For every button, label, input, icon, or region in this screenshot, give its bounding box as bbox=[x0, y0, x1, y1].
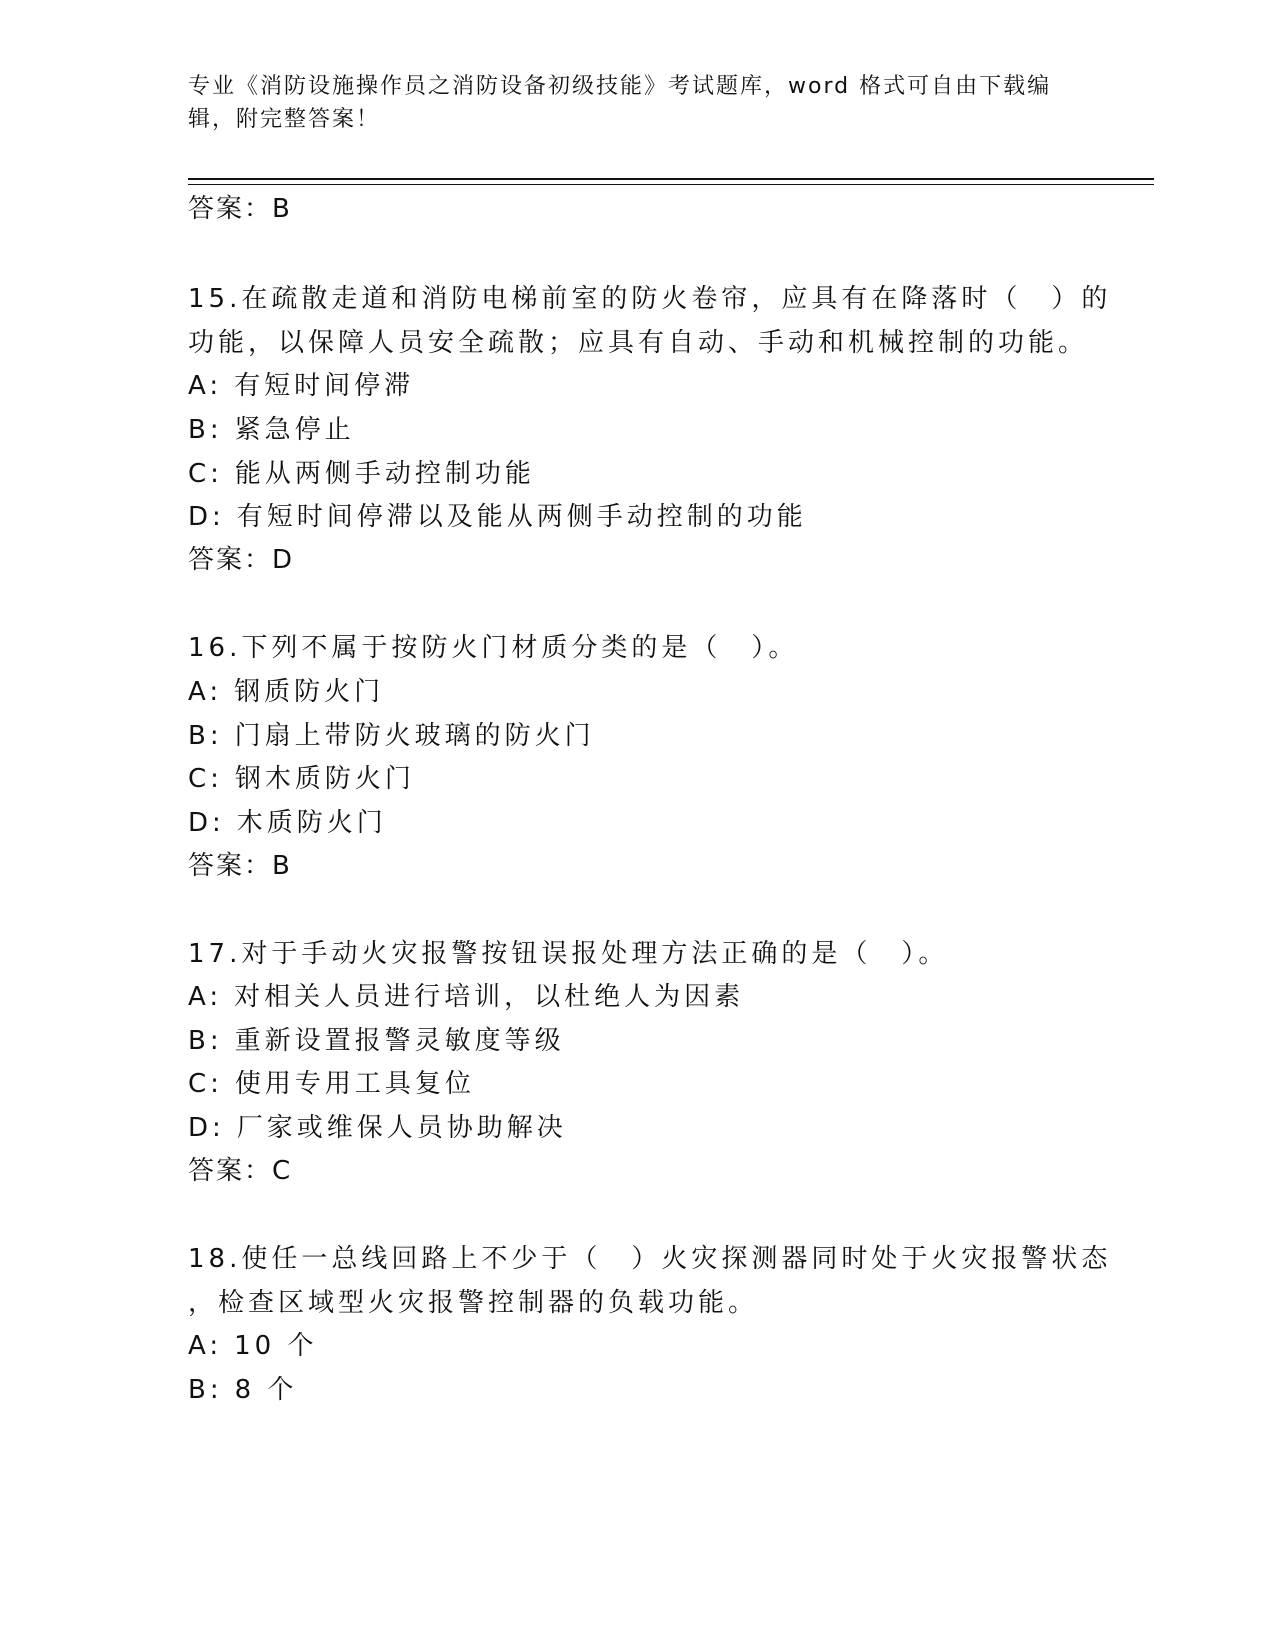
option-key: B: bbox=[188, 721, 223, 751]
question-stem: 功能，以保障人员安全疏散；应具有自动、手动和机械控制的功能。 bbox=[188, 328, 1089, 358]
answer-line: 答案：B bbox=[188, 194, 292, 224]
option-text: 钢质防火门 bbox=[234, 677, 385, 707]
option-line bbox=[188, 1023, 565, 1059]
option-line bbox=[188, 805, 387, 841]
option-key: B: bbox=[188, 415, 223, 445]
option-line bbox=[188, 456, 535, 492]
option-key: A: bbox=[188, 982, 223, 1012]
answer-line: 答案：D bbox=[188, 545, 295, 575]
header-line-2: 辑，附完整答案！ bbox=[188, 107, 381, 132]
option-key: A: bbox=[188, 371, 223, 401]
document-header bbox=[188, 70, 1068, 136]
option-text: 有短时间停滞 bbox=[234, 371, 415, 401]
option-text: 使用专用工具复位 bbox=[234, 1069, 475, 1099]
option-line bbox=[188, 1372, 297, 1408]
option-text: 紧急停止 bbox=[234, 415, 355, 445]
option-line bbox=[188, 1110, 567, 1146]
question-stem: 17.对于手动火灾报警按钮误报处理方法正确的是（ ）。 bbox=[188, 939, 949, 969]
header-divider-thin bbox=[188, 184, 1154, 185]
question-stem: 18.使任一总线回路上不少于（ ）火灾探测器同时处于火灾报警状态 bbox=[188, 1244, 1112, 1274]
option-text: 门扇上带防火玻璃的防火门 bbox=[234, 721, 595, 751]
option-key: A: bbox=[188, 677, 223, 707]
question-stem: ，检查区域型火灾报警控制器的负载功能。 bbox=[188, 1288, 759, 1318]
option-line bbox=[188, 368, 414, 404]
option-text: 8 个 bbox=[234, 1375, 298, 1405]
option-text: 10 个 bbox=[234, 1331, 318, 1361]
option-key: C: bbox=[188, 459, 223, 489]
option-key: A: bbox=[188, 1331, 223, 1361]
option-text: 能从两侧手动控制功能 bbox=[234, 459, 535, 489]
option-text: 有短时间停滞以及能从两侧手动控制的功能 bbox=[236, 502, 807, 532]
option-text: 重新设置报警灵敏度等级 bbox=[234, 1026, 565, 1056]
question-stem: 15.在疏散走道和消防电梯前室的防火卷帘，应具有在降落时（ ）的 bbox=[188, 284, 1112, 314]
option-key: D: bbox=[188, 808, 225, 838]
option-line bbox=[188, 499, 807, 535]
option-line bbox=[188, 1328, 317, 1364]
option-line bbox=[188, 1066, 475, 1102]
option-line bbox=[188, 412, 355, 448]
answer-line: 答案：C bbox=[188, 1156, 293, 1186]
header-divider-thick bbox=[188, 178, 1154, 180]
question-stem: 16.下列不属于按防火门材质分类的是（ ）。 bbox=[188, 633, 799, 663]
option-key: D: bbox=[188, 502, 225, 532]
option-text: 对相关人员进行培训，以杜绝人为因素 bbox=[234, 982, 745, 1012]
option-key: B: bbox=[188, 1026, 223, 1056]
option-line bbox=[188, 674, 384, 710]
option-key: B: bbox=[188, 1375, 223, 1405]
option-text: 钢木质防火门 bbox=[234, 764, 415, 794]
option-line bbox=[188, 718, 595, 754]
option-key: C: bbox=[188, 1069, 223, 1099]
option-line bbox=[188, 979, 744, 1015]
answer-line: 答案：B bbox=[188, 851, 292, 881]
option-text: 木质防火门 bbox=[236, 808, 387, 838]
option-line bbox=[188, 761, 415, 797]
option-key: D: bbox=[188, 1113, 225, 1143]
option-key: C: bbox=[188, 764, 223, 794]
option-text: 厂家或维保人员协助解决 bbox=[236, 1113, 567, 1143]
header-line-1: 专业《消防设施操作员之消防设备初级技能》考试题库，word 格式可自由下载编 bbox=[188, 74, 1052, 99]
